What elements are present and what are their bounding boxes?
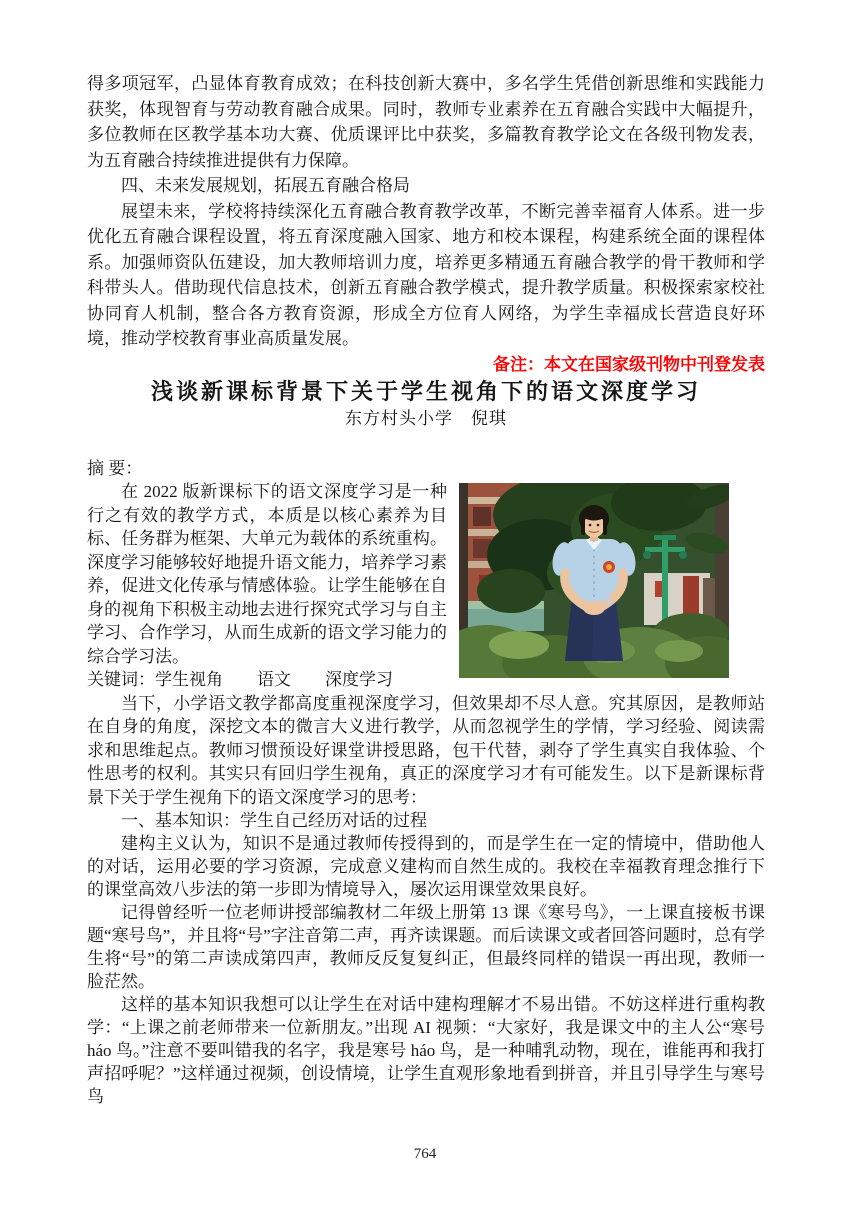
- intro-paragraph: 当下，小学语文教学都高度重视深度学习，但效果却不尽人意。究其原因，是教师站在自身的角度，深挖文本的微言大义进行教学，从而忽视学生的学情，学习经验、阅读需求和思维起点。教师习惯预设好课堂讲授思路，包干代替，剥夺了学生真实自我体验、个性思考的权利。其实只有回归学生视角，真正的深度学习才有可能发生。以下是新课标背景下关于学生视角下的语文深度学习的思考：: [87, 693, 765, 807]
- section-1-paragraph-2: 记得曾经听一位老师讲授部编教材二年级上册第 13 课《寒号鸟》，一上课直接板书课题“寒号鸟”，并且将“号”字注音第二声，再齐读课题。而后读课文或者回答问题时，总有学生将“号”的第二声读成第四声，教师反反复复纠正，但最终同样的错误一再出现，教师一脸茫然。: [87, 903, 765, 991]
- section-1-heading: 一、基本知识：学生自己经历对话的过程: [121, 811, 427, 830]
- author-photo-illustration: [459, 483, 729, 678]
- prev-article-outlook-paragraph: 展望未来，学校将持续深化五育融合教育教学改革，不断完善幸福育人体系。进一步优化五育融合课程设置，将五育深度融入国家、地方和校本课程，构建系统全面的课程体系。加强师资队伍建设，加大教师培训力度，培养更多精通五育融合教学的骨干教师和学科带头人。借助现代信息技术，创新五育融合教学模式，提升教学质量。积极探索家校社协同育人机制，整合各方教育资源，形成全方位育人网络，为学生幸福成长营造良好环境，推动学校教育事业高质量发展。: [87, 201, 765, 348]
- page-content: [87, 71, 765, 1108]
- keywords-line: 关键词：学生视角 语文 深度学习: [87, 670, 393, 689]
- author-photo: [459, 483, 729, 678]
- abstract-label: 摘 要：: [87, 458, 143, 478]
- section-1-paragraph-1: 建构主义认为，知识不是通过教师传授得到的，而是学生在一定的情境中，借助他人的对话，运用必要的学习资源，完成意义建构而自然生成的。我校在幸福教育理念推行下的课堂高效八步法的第一步即为情境导入，屡次运用课堂效果良好。: [87, 834, 765, 899]
- article-title: 浅谈新课标背景下关于学生视角下的语文深度学习: [150, 378, 701, 404]
- article-body: [87, 457, 765, 1109]
- publication-note: 备注：本文在国家级刊物中刊登发表: [493, 354, 765, 374]
- section-1-paragraph-3: 这样的基本知识我想可以让学生在对话中建构理解才不易出错。不妨这样进行重构教学：“上课之前老师带来一位新朋友。”出现 AI 视频：“大家好，我是课文中的主人公“寒号 háo 鸟。”注意不要叫错我的名字，我是寒号 háo 鸟，是一种哺乳动物，现在，谁能再和我打声招呼呢？”这样通过视频，创设情境，让学生直观形象地看到拼音，并且引导学生与寒号鸟: [87, 995, 765, 1106]
- prev-article-closing-paragraph: 得多项冠军，凸显体育教育成效；在科技创新大赛中，多名学生凭借创新思维和实践能力获奖，体现智育与劳动教育融合成果。同时，教师专业素养在五育融合实践中大幅提升，多位教师在区教学基本功大赛、优质课评比中获奖，多篇教育教学论文在各级刊物发表，为五育融合持续推进提供有力保障。: [87, 74, 765, 170]
- abstract-paragraph: 在 2022 版新课标下的语文深度学习是一种行之有效的教学方式，本质是以核心素养为目标、任务群为框架、大单元为载体的系统重构。深度学习能够较好地提升语文能力，培养学习素养，促进文化传承与情感体验。让学生能够在自身的视角下积极主动地去进行探究式学习与自主学习、合作学习，从而生成新的语文学习能力的综合学习法。: [87, 482, 447, 666]
- page-number: 764: [413, 1146, 437, 1162]
- author-affiliation: 东方村头小学 倪琪: [345, 408, 507, 428]
- prev-article-section-heading: 四、未来发展规划，拓展五育融合格局: [121, 176, 410, 195]
